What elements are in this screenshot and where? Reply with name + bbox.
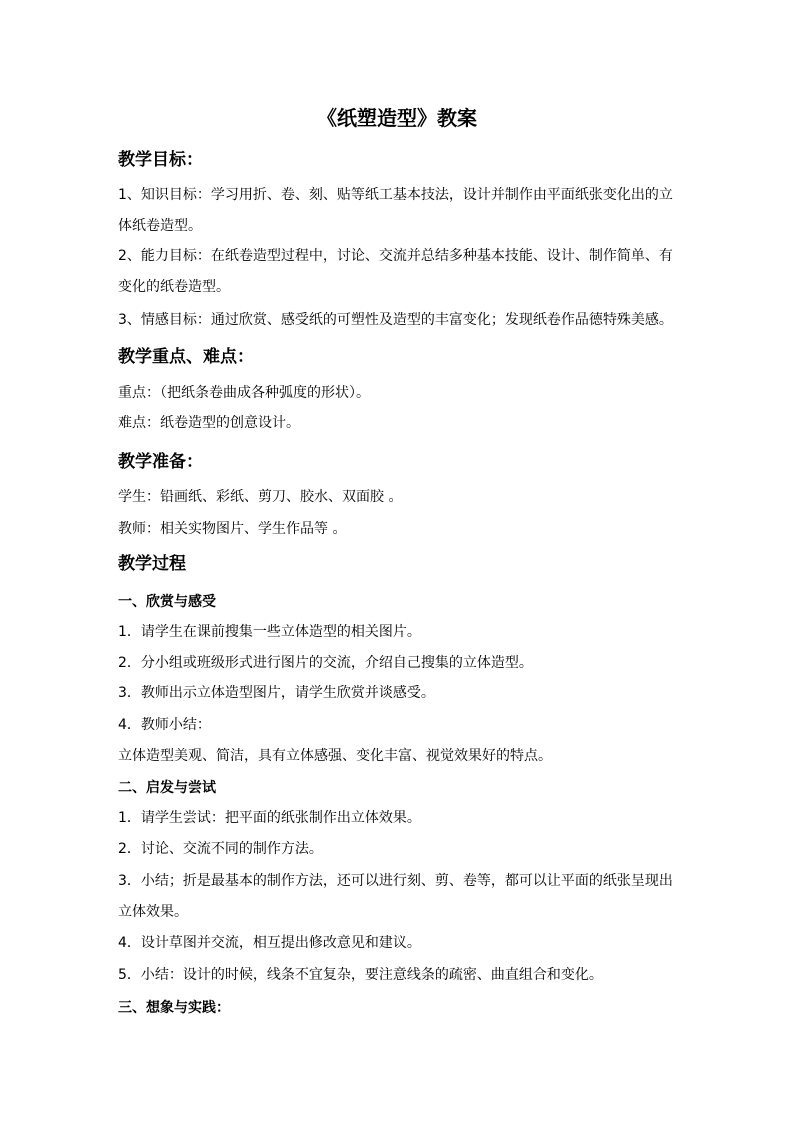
section2-item-1: 1．请学生尝试：把平面的纸张制作出立体效果。 [118,810,421,826]
objectives-heading: 教学目标： [118,150,203,170]
difficult-point: 难点：纸卷造型的创意设计。 [118,415,300,431]
section2-item-3: 3．小结；折是最基本的制作方法，还可以进行刻、剪、卷等，都可以让平面的纸张呈现出立体效果。 [118,873,673,920]
section1-item-2: 2．分小组或班级形式进行图片的交流，介绍自己搜集的立体造型。 [118,655,533,671]
section3-heading: 三、想象与实践： [118,1000,230,1016]
section2-heading: 二、启发与尝试 [118,780,216,796]
section2-item-2: 2．讨论、交流不同的制作方法。 [118,841,323,857]
objective-item-1: 1、知识目标：学习用折、卷、刻、贴等纸工基本技法，设计并制作由平面纸张变化出的立体纸卷造型。 [118,187,673,234]
section1-item-4: 4．教师小结： [118,717,211,733]
section1-heading: 一、欣赏与感受 [118,594,216,610]
document-title: 《纸塑造型》教案 [317,106,477,130]
objective-item-2: 2、能力目标：在纸卷造型过程中，讨论、交流并总结多种基本技能、设计、制作简单、有变化的纸卷造型。 [118,248,673,295]
section1-item-5: 立体造型美观、简洁，具有立体感强、变化丰富、视觉效果好的特点。 [118,748,552,764]
key-points-heading: 教学重点、难点： [118,347,254,367]
objective-item-3: 3、情感目标：通过欣赏、感受纸的可塑性及造型的丰富变化；发现纸卷作品德特殊美感。 [118,312,673,328]
section2-item-5: 5．小结：设计的时候，线条不宜复杂，要注意线条的疏密、曲直组合和变化。 [118,967,603,983]
key-point: 重点：（把纸条卷曲成各种弧度的形状）。 [118,385,370,401]
section1-item-1: 1．请学生在课前搜集一些立体造型的相关图片。 [118,624,421,640]
section2-item-4: 4．设计草图并交流，相互提出修改意见和建议。 [118,935,421,951]
teacher-preparation: 教师：相关实物图片、学生作品等 。 [118,521,347,537]
section1-item-3: 3．教师出示立体造型图片，请学生欣赏并谈感受。 [118,685,435,701]
preparation-heading: 教学准备： [118,452,203,472]
process-heading: 教学过程 [118,554,186,574]
student-preparation: 学生：铅画纸、彩纸、剪刀、胶水、双面胶 。 [118,489,403,505]
